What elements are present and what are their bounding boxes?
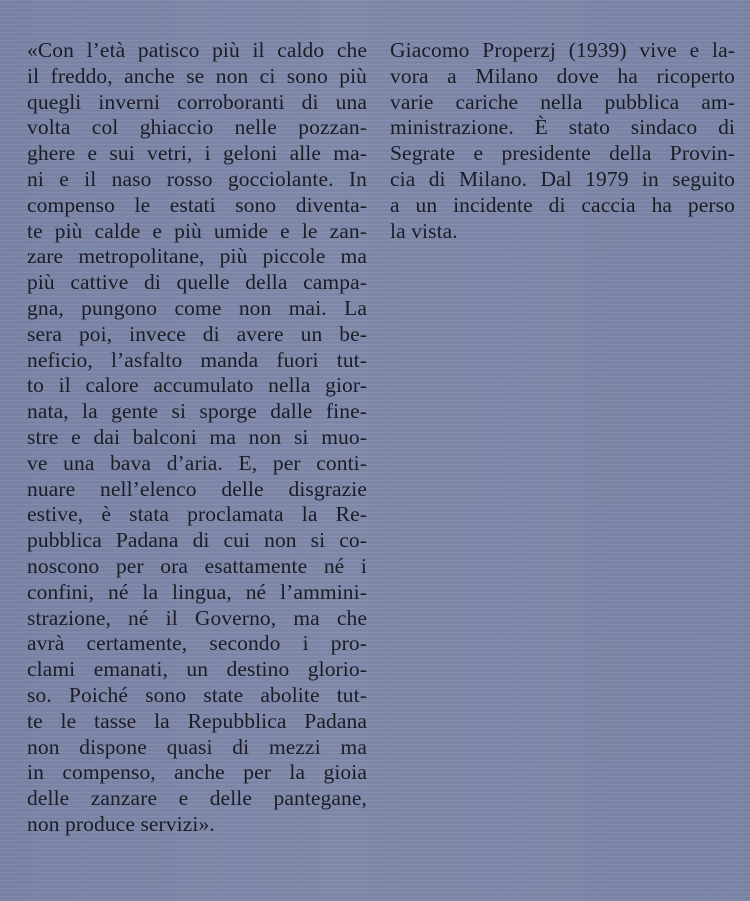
bio-text-line: la vista.: [390, 218, 458, 243]
quote-text-line: zare metropolitane, più piccole ma: [27, 244, 367, 269]
quote-text-line: il freddo, anche se non ci sono più: [27, 63, 367, 88]
quote-text-line: non produce servizi».: [27, 811, 215, 836]
quote-text-line: strazione, né il Governo, ma che: [27, 605, 367, 630]
quote-text-line: nuare nell’elenco delle disgrazie: [27, 476, 367, 501]
quote-text-line: volta col ghiaccio nelle pozzan-: [27, 115, 367, 140]
bio-text-line: a un incidente di caccia ha perso: [390, 192, 735, 217]
bio-text-line: Giacomo Properzj (1939) vive e la-: [390, 38, 735, 62]
quote-text-line: sera poi, invece di avere un be-: [27, 321, 367, 346]
quote-text-line: te le tasse la Repubblica Padana: [27, 708, 367, 733]
quote-text-line: avrà certamente, secondo i pro-: [27, 631, 367, 656]
quote-text-line: delle zanzare e delle pantegane,: [27, 786, 367, 811]
bio-text-line: ministrazione. È stato sindaco di: [390, 115, 735, 140]
quote-column: [27, 38, 367, 838]
quote-text-line: to il calore accumulato nella gior-: [27, 373, 367, 398]
quote-text-line: clami emanati, un destino glorio-: [27, 657, 367, 682]
bio-text-line: Segrate e presidente della Provin-: [390, 141, 735, 166]
quote-text-line: neficio, l’asfalto manda fuori tut-: [27, 347, 367, 372]
quote-text-line: nata, la gente si sporge dalle fine-: [27, 399, 367, 424]
quote-text-line: so. Poiché sono state abolite tut-: [27, 682, 367, 707]
quote-text-line: compenso le estati sono diventa-: [27, 192, 367, 217]
quote-text-line: stre e dai balconi ma non si muo-: [27, 424, 367, 449]
quote-text-line: più cattive di quelle della campa-: [27, 270, 367, 295]
bio-text-line: vora a Milano dove ha ricoperto: [390, 63, 735, 88]
bio-text-line: cia di Milano. Dal 1979 in seguito: [390, 166, 735, 191]
quote-text-line: pubblica Padana di cui non si co-: [27, 528, 367, 553]
quote-text-line: noscono per ora esattamente né i: [27, 553, 367, 578]
quote-text-line: ni e il naso rosso gocciolante. In: [27, 166, 367, 191]
quote-text-line: ve una bava d’aria. E, per conti-: [27, 450, 367, 475]
quote-text-line: non dispone quasi di mezzi ma: [27, 734, 367, 759]
author-bio-column: [390, 38, 735, 244]
quote-text-line: confini, né la lingua, né l’ammini-: [27, 579, 367, 604]
quote-text-line: te più calde e più umide e le zan-: [27, 218, 367, 243]
quote-text-line: «Con l’età patisco più il caldo che: [27, 38, 367, 62]
quote-text-line: quegli inverni corroboranti di una: [27, 89, 367, 114]
quote-text-line: estive, è stata proclamata la Re-: [27, 502, 367, 527]
quote-text-line: ghere e sui vetri, i geloni alle ma-: [27, 141, 367, 166]
quote-text-line: gna, pungono come non mai. La: [27, 295, 367, 320]
bio-text-line: varie cariche nella pubblica am-: [390, 89, 735, 114]
quote-text-line: in compenso, anche per la gioia: [27, 760, 367, 785]
